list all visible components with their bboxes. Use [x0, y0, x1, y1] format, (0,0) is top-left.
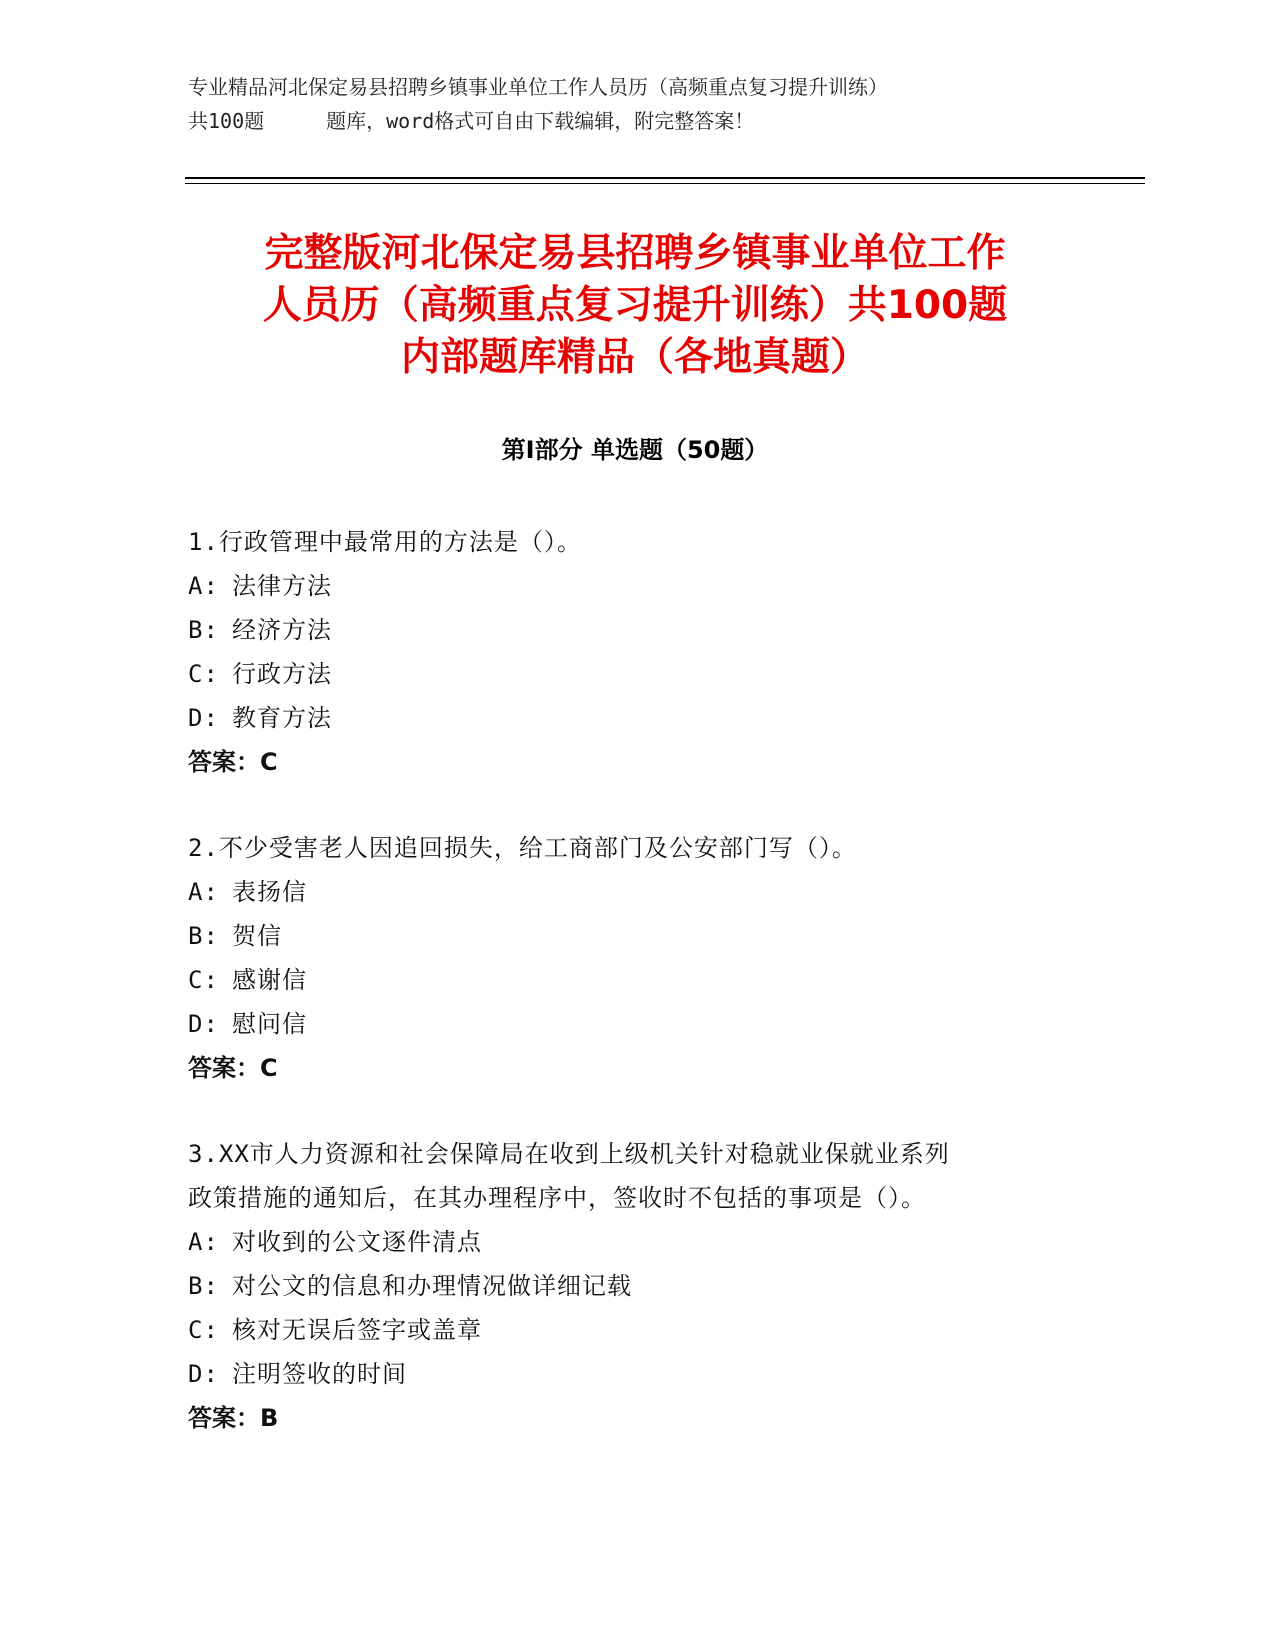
option-key: A:: [188, 1228, 219, 1256]
question-item: [188, 1132, 1088, 1440]
header-note-description: 题库，word格式可自由下载编辑，附完整答案！: [326, 109, 755, 133]
option-item: [188, 564, 1088, 608]
option-text: 贺信: [232, 922, 282, 950]
question-stem: 2.不少受害老人因追回损失，给工商部门及公安部门写（）。: [188, 834, 857, 862]
option-text: 经济方法: [232, 616, 332, 644]
option-text: 核对无误后签字或盖章: [232, 1316, 482, 1344]
option-key: C:: [188, 966, 219, 994]
option-text: 注明签收的时间: [232, 1360, 407, 1388]
document-title-line3: 内部题库精品（各地真题）: [400, 335, 869, 380]
question-list: [188, 520, 1088, 1482]
answer-line: 答案：C: [188, 748, 278, 776]
option-key: C:: [188, 660, 219, 688]
header-note-line1: 专业精品河北保定易县招聘乡镇事业单位工作人员历（高频重点复习提升训练）: [188, 75, 888, 99]
answer-line: 答案：C: [188, 1054, 278, 1082]
option-text: 感谢信: [232, 966, 307, 994]
option-item: [188, 696, 1088, 740]
question-stem: 1.行政管理中最常用的方法是（）。: [188, 528, 582, 556]
option-key: A:: [188, 878, 219, 906]
option-key: D:: [188, 1360, 219, 1388]
option-key: B:: [188, 1272, 219, 1300]
option-key: A:: [188, 572, 219, 600]
option-text: 法律方法: [232, 572, 332, 600]
option-item: [188, 1264, 1088, 1308]
header-note-line2: [188, 104, 1088, 138]
option-item: [188, 1002, 1088, 1046]
option-text: 对收到的公文逐件清点: [232, 1228, 482, 1256]
option-item: [188, 958, 1088, 1002]
option-key: D:: [188, 1010, 219, 1038]
option-text: 对公文的信息和办理情况做详细记载: [232, 1272, 632, 1300]
option-item: [188, 1308, 1088, 1352]
question-stem: 3.XX市人力资源和社会保障局在收到上级机关针对稳就业保就业系列: [188, 1140, 950, 1168]
option-key: B:: [188, 616, 219, 644]
option-text: 教育方法: [232, 704, 332, 732]
header-note-count: 共100题: [188, 109, 265, 133]
option-item: [188, 1220, 1088, 1264]
header-rule-thick: [185, 177, 1145, 179]
option-item: [188, 870, 1088, 914]
document-title-line1: 完整版河北保定易县招聘乡镇事业单位工作: [264, 231, 1006, 276]
option-key: C:: [188, 1316, 219, 1344]
question-stem: 政策措施的通知后，在其办理程序中，签收时不包括的事项是（）。: [188, 1184, 926, 1212]
answer-line: 答案：B: [188, 1404, 279, 1432]
option-item: [188, 608, 1088, 652]
header-rule-thin: [185, 183, 1145, 184]
option-item: [188, 1352, 1088, 1396]
option-item: [188, 914, 1088, 958]
question-item: [188, 520, 1088, 784]
option-text: 表扬信: [232, 878, 307, 906]
document-title-line2: 人员历（高频重点复习提升训练）共100题: [262, 283, 1008, 328]
option-text: 行政方法: [232, 660, 332, 688]
section-title: 第Ⅰ部分 单选题（50题）: [501, 436, 769, 464]
document-title: [185, 228, 1085, 384]
header-note: [188, 70, 1088, 138]
option-text: 慰问信: [232, 1010, 307, 1038]
option-key: B:: [188, 922, 219, 950]
question-item: [188, 826, 1088, 1090]
option-item: [188, 652, 1088, 696]
option-key: D:: [188, 704, 219, 732]
